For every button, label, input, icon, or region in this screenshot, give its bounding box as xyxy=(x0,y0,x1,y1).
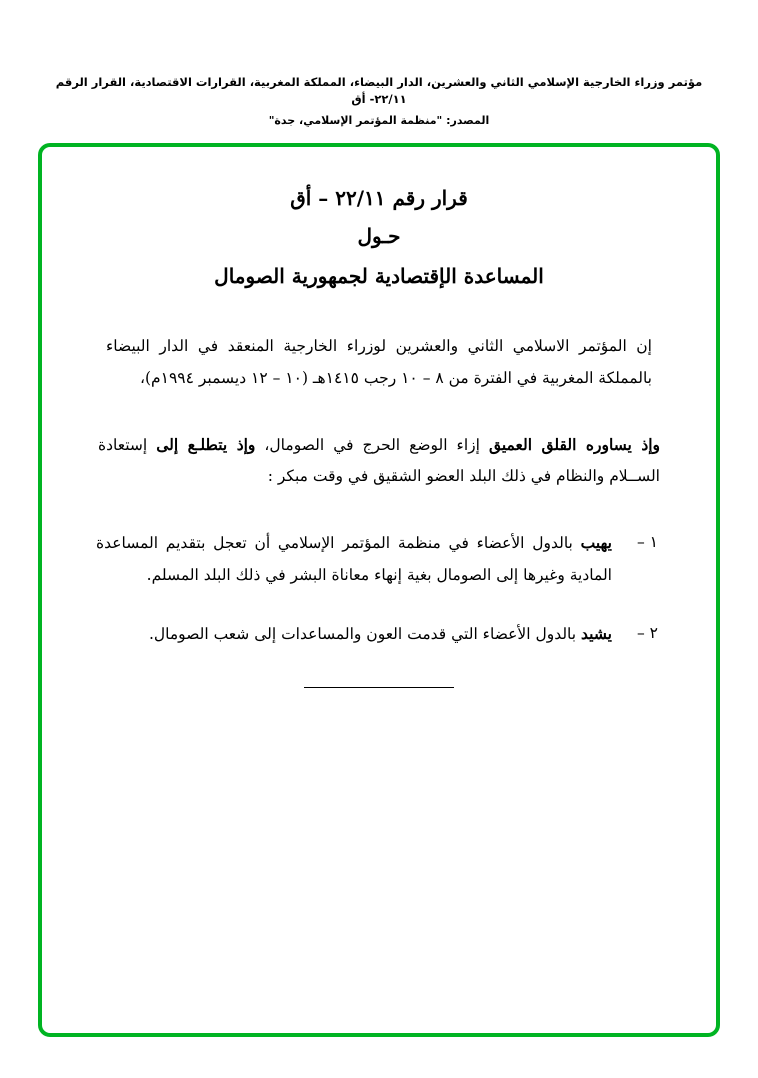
clause-text xyxy=(96,527,612,592)
whereas-paragraph xyxy=(88,429,670,494)
clause-lead-verb: يهيب xyxy=(580,533,612,553)
header-citation-line: مؤتمر وزراء الخارجية الإسلامي الثاني والعشرين، الدار البيضاء، المملكة المغربية، القرارات الاقتصادية، القرار الرقم ٢٢/١١- أق xyxy=(55,75,703,107)
clause-item xyxy=(88,527,670,592)
whereas-bold-looking-forward: وإذ يتطلـع إلى xyxy=(156,434,256,454)
clause-number: ٢ – xyxy=(636,623,658,642)
footer-rule-container xyxy=(88,676,670,695)
resolution-title-block xyxy=(88,179,670,295)
clause-item xyxy=(88,618,670,651)
whereas-bold-concern: وإذ يساوره القلق العميق xyxy=(488,434,661,454)
resolution-number: قرار رقم ٢٢/١١ – أق xyxy=(290,186,468,210)
clause-body-text: بالدول الأعضاء التي قدمت العون والمساعدات إلى شعب الصومال. xyxy=(148,624,582,643)
document-body xyxy=(88,169,670,695)
horizontal-rule-icon xyxy=(304,686,454,688)
whereas-tail-text: إستعادة الســلام والنظام في ذلك البلد العضو الشقيق في وقت مبكر : xyxy=(98,435,660,486)
preamble-paragraph: إن المؤتمر الاسلامي الثاني والعشرين لوزراء الخارجية المنعقد في الدار البيضاء بالمملكة المغربية في الفترة من ٨ – ١٠ رجب ١٤١٥هـ (١٠ – ١٢ ديسمبر ١٩٩٤م)، xyxy=(106,337,652,387)
clause-number: ١ – xyxy=(636,533,658,552)
resolution-about-word: حـول xyxy=(357,224,401,248)
clause-body-text: بالدول الأعضاء في منظمة المؤتمر الإسلامي أن تعجل بتقديم المساعدة المادية وغيرها إلى الصومال بغية إنهاء معاناة البشر في ذلك البلد المسلم. xyxy=(96,534,612,584)
clause-lead-verb: يشيد xyxy=(581,623,612,643)
operative-clauses xyxy=(88,527,670,650)
header-source-line: المصدر: "منظمة المؤتمر الإسلامي، جدة" xyxy=(268,113,490,127)
resolution-subject: المساعدة الإقتصادية لجمهورية الصومال xyxy=(214,264,544,288)
clause-text xyxy=(96,618,612,651)
whereas-middle-text: إزاء الوضع الحرج في الصومال، xyxy=(255,435,489,454)
document-header xyxy=(40,74,718,129)
green-border-frame xyxy=(38,143,720,1037)
